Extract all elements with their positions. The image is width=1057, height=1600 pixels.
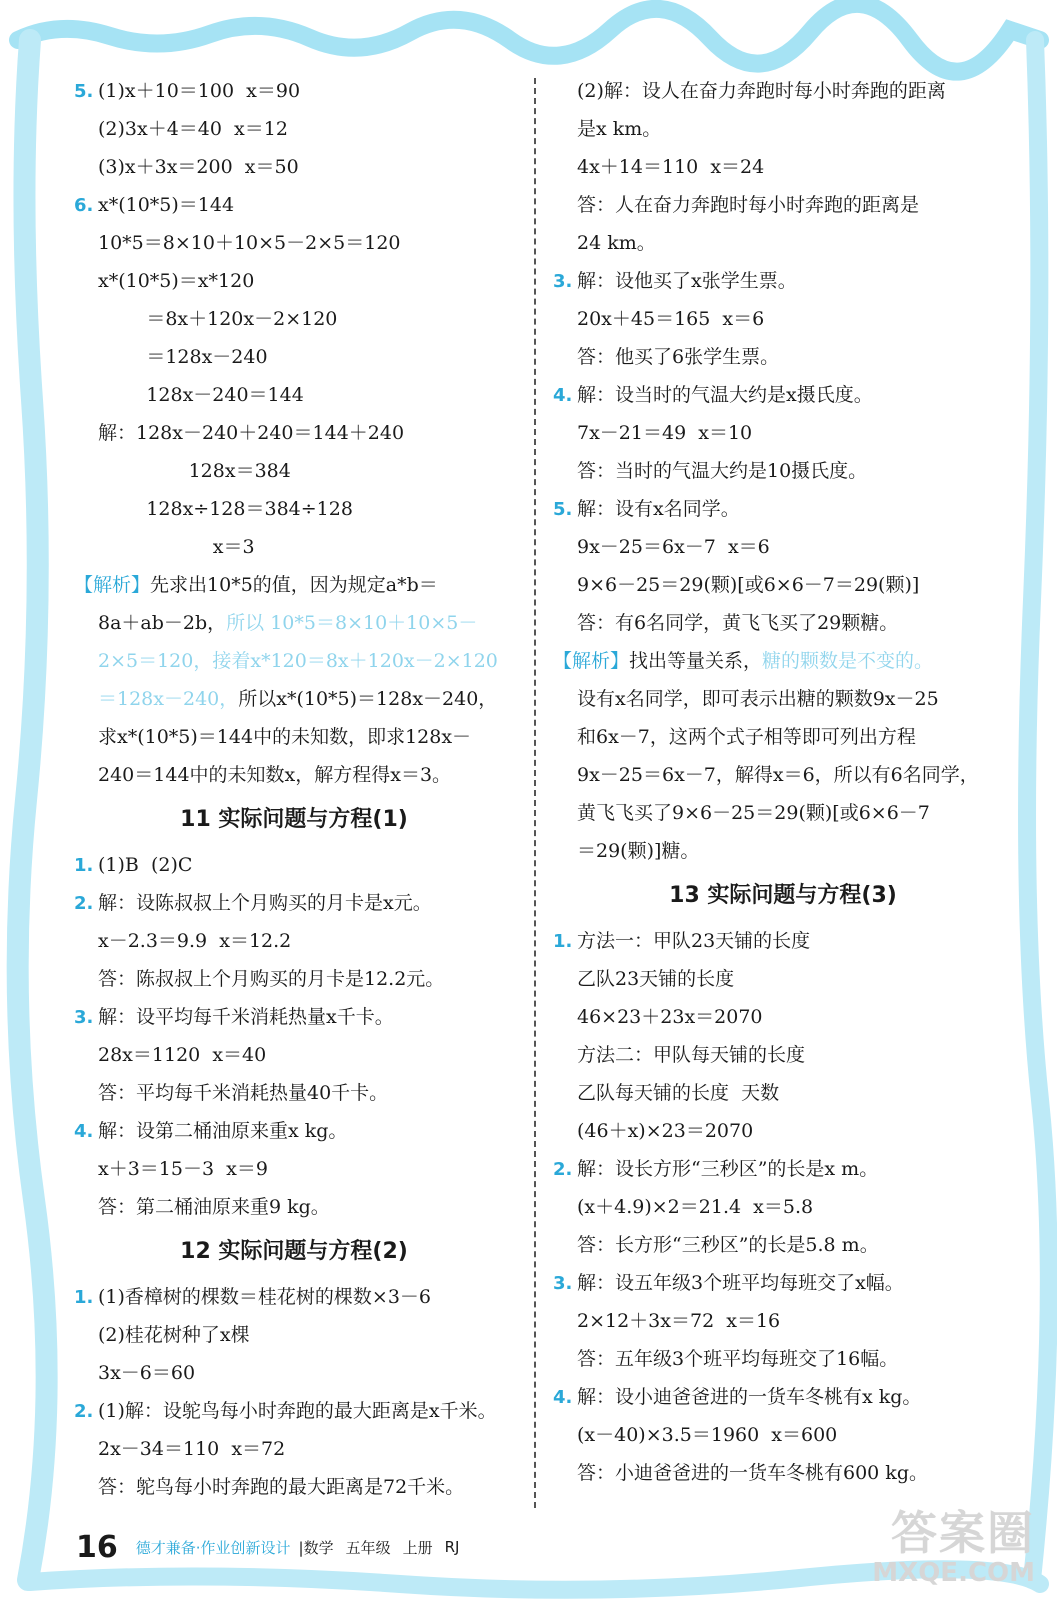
line-text: 8a＋ab－2b， <box>98 612 227 634</box>
answer-line <box>74 680 514 718</box>
line-text: x＋3＝15－3 x＝9 <box>98 1158 268 1180</box>
line-text: 24 km。 <box>577 232 656 254</box>
answer-line <box>553 756 1013 794</box>
line-text: 9x－25＝6x－7，解得x＝6，所以有6名同学， <box>577 764 979 786</box>
line-text: 46×23＋23x＝2070 <box>577 1006 763 1028</box>
line-text: 找出等量关系， <box>629 650 763 672</box>
answer-line <box>553 1340 1013 1378</box>
question-number: 3. <box>553 271 573 292</box>
line-text: 乙队23天铺的长度 <box>577 968 735 990</box>
line-text: 解：128x－240＋240＝144＋240 <box>98 422 405 444</box>
answer-line <box>553 566 1013 604</box>
answer-line <box>74 1150 514 1188</box>
analysis-tag: 【解析】 <box>74 574 151 596</box>
answer-line <box>553 1226 1013 1264</box>
line-text: 答：人在奋力奔跑时每小时奔跑的距离是 <box>577 194 920 216</box>
answer-line <box>553 414 1013 452</box>
line-text: (x－40)×3.5＝1960 x＝600 <box>577 1424 838 1446</box>
line-text: 解：设他买了x张学生票。 <box>577 270 797 292</box>
question-number: 3. <box>553 1273 573 1294</box>
answer-item <box>74 846 514 884</box>
line-text: ＝128x－240 <box>98 346 268 368</box>
answer-line <box>74 604 514 642</box>
page-footer <box>76 1527 471 1567</box>
line-text: 128x÷128＝384÷128 <box>98 498 353 520</box>
answer-line <box>553 1188 1013 1226</box>
answer-line <box>553 604 1013 642</box>
line-text: 和6x－7，这两个式子相等即可列出方程 <box>577 726 916 748</box>
page-number: 16 <box>76 1529 118 1565</box>
line-text: 答：当时的气温大约是10摄氏度。 <box>577 460 868 482</box>
line-text: x*(10*5)＝x*120 <box>98 270 255 292</box>
line-text: 所以x*(10*5)＝128x－240， <box>238 688 498 710</box>
answer-line <box>553 186 1013 224</box>
question-number: 4. <box>553 385 573 406</box>
line-text: 128x＝384 <box>98 460 291 482</box>
question-number: 4. <box>74 1121 94 1142</box>
column-divider <box>534 78 536 1508</box>
line-text: 答：五年级3个班平均每班交了16幅。 <box>577 1348 899 1370</box>
answer-line <box>74 1354 514 1392</box>
line-text: x*(10*5)＝144 <box>98 194 235 216</box>
question-number: 4. <box>553 1387 573 1408</box>
answer-line <box>74 338 514 376</box>
line-text: (3)x＋3x＝200 x＝50 <box>98 156 299 178</box>
answer-line <box>553 832 1013 870</box>
section-heading: 13 实际问题与方程(3) <box>669 883 897 908</box>
question-number: 5. <box>74 81 94 102</box>
question-number: 1. <box>74 855 94 876</box>
subject-label: |数学 <box>298 1538 334 1557</box>
line-text: ＝29(颗)]糖。 <box>577 840 700 862</box>
line-text: 答：有6名同学，黄飞飞买了29颗糖。 <box>577 612 899 634</box>
answer-item <box>74 998 514 1036</box>
line-text: (1)x＋10＝100 x＝90 <box>98 80 301 102</box>
answer-line <box>74 376 514 414</box>
answer-line <box>74 110 514 148</box>
highlighted-text: 2×5＝120，接着x*120＝8x＋120x－2×120 <box>98 650 498 672</box>
question-number: 2. <box>74 893 94 914</box>
answer-line <box>553 1112 1013 1150</box>
answer-line <box>553 1302 1013 1340</box>
question-number: 6. <box>74 195 94 216</box>
line-text: 答：他买了6张学生票。 <box>577 346 780 368</box>
line-text: 2×12＋3x＝72 x＝16 <box>577 1310 781 1332</box>
line-text: 解：设五年级3个班平均每班交了x幅。 <box>577 1272 904 1294</box>
answer-line <box>74 452 514 490</box>
line-text: 方法一：甲队23天铺的长度 <box>577 930 811 952</box>
line-text: x＝3 <box>98 536 255 558</box>
line-text: 3x－6＝60 <box>98 1362 196 1384</box>
answer-line <box>74 528 514 566</box>
answer-line <box>553 1454 1013 1492</box>
question-number: 5. <box>553 499 573 520</box>
line-text: (46＋x)×23＝2070 <box>577 1120 754 1142</box>
line-text: 先求出10*5的值，因为规定a*b＝ <box>150 574 438 596</box>
edition-label: RJ <box>444 1538 460 1556</box>
highlighted-text: 糖的颗数是不变的。 <box>762 650 934 672</box>
answer-line <box>74 414 514 452</box>
answer-line <box>553 794 1013 832</box>
answer-item <box>74 1278 514 1316</box>
answer-line <box>74 718 514 756</box>
answer-item <box>553 922 1013 960</box>
answer-line <box>74 148 514 186</box>
line-text: 28x＝1120 x＝40 <box>98 1044 267 1066</box>
answer-line <box>74 1468 514 1506</box>
answer-line <box>553 998 1013 1036</box>
line-text: 答：长方形“三秒区”的长是5.8 m。 <box>577 1234 879 1256</box>
line-text: ＝8x＋120x－2×120 <box>98 308 338 330</box>
answer-line <box>553 1074 1013 1112</box>
answer-item <box>74 1392 514 1430</box>
line-text: 7x－21＝49 x＝10 <box>577 422 753 444</box>
answer-item <box>553 376 1013 414</box>
answer-line <box>74 1316 514 1354</box>
line-text: 设有x名同学，即可表示出糖的颗数9x－25 <box>577 688 939 710</box>
line-text: 解：设长方形“三秒区”的长是x m。 <box>577 1158 879 1180</box>
line-text: 答：小迪爸爸进的一货车冬桃有600 kg。 <box>577 1462 928 1484</box>
line-text: 是x km。 <box>577 118 662 140</box>
answer-line <box>74 262 514 300</box>
grade-label: 五年级 <box>345 1538 391 1557</box>
answer-line <box>74 490 514 528</box>
answer-line <box>74 300 514 338</box>
answer-line <box>74 1036 514 1074</box>
answer-line <box>553 224 1013 262</box>
answer-line <box>553 528 1013 566</box>
line-text: (1)香樟树的棵数＝桂花树的棵数×3－6 <box>98 1286 432 1308</box>
answer-item <box>553 1378 1013 1416</box>
line-text: (2)解：设人在奋力奔跑时每小时奔跑的距离 <box>577 80 946 102</box>
answer-line <box>553 1416 1013 1454</box>
line-text: 9x－25＝6x－7 x＝6 <box>577 536 770 558</box>
line-text: 解：设平均每千米消耗热量x千卡。 <box>98 1006 394 1028</box>
section-heading: 12 实际问题与方程(2) <box>180 1239 408 1264</box>
question-number: 1. <box>553 931 573 952</box>
line-text: 答：鸵鸟每小时奔跑的最大距离是72千米。 <box>98 1476 465 1498</box>
line-text: 240＝144中的未知数x，解方程得x＝3。 <box>98 764 452 786</box>
line-text: 20x＋45＝165 x＝6 <box>577 308 765 330</box>
answer-line <box>553 452 1013 490</box>
section-heading: 11 实际问题与方程(1) <box>180 807 408 832</box>
highlighted-text: 所以 10*5＝8×10＋10×5－ <box>226 612 478 634</box>
line-text: 答：平均每千米消耗热量40千卡。 <box>98 1082 389 1104</box>
line-text: 4x＋14＝110 x＝24 <box>577 156 765 178</box>
line-text: (1)解：设鸵鸟每小时奔跑的最大距离是x千米。 <box>98 1400 497 1422</box>
answer-item <box>74 186 514 224</box>
volume-label: 上册 <box>402 1538 433 1557</box>
line-text: 解：设陈叔叔上个月购买的月卡是x元。 <box>98 892 432 914</box>
line-text: 求x*(10*5)＝144中的未知数，即求128x－ <box>98 726 472 748</box>
question-number: 3. <box>74 1007 94 1028</box>
line-text: 解：设当时的气温大约是x摄氏度。 <box>577 384 873 406</box>
analysis-line <box>553 642 1013 680</box>
answer-item <box>553 490 1013 528</box>
answer-line <box>553 110 1013 148</box>
answer-line <box>74 224 514 262</box>
question-number: 2. <box>74 1401 94 1422</box>
answer-line <box>553 148 1013 186</box>
left-column <box>74 72 514 1506</box>
watermark-logo: 答案圈 <box>891 1506 1035 1560</box>
watermark <box>872 1508 1035 1588</box>
line-text: 答：陈叔叔上个月购买的月卡是12.2元。 <box>98 968 445 990</box>
answer-line <box>74 1188 514 1226</box>
answer-item <box>74 884 514 922</box>
line-text: 2x－34＝110 x＝72 <box>98 1438 286 1460</box>
analysis-tag: 【解析】 <box>553 650 630 672</box>
answer-line <box>553 300 1013 338</box>
line-text: (2)3x＋4＝40 x＝12 <box>98 118 288 140</box>
answer-line <box>553 72 1013 110</box>
line-text: 乙队每天铺的长度 天数 <box>577 1082 780 1104</box>
line-text: x－2.3＝9.9 x＝12.2 <box>98 930 292 952</box>
answer-item <box>553 262 1013 300</box>
line-text: 解：设第二桶油原来重x kg。 <box>98 1120 348 1142</box>
book-brand: 德才兼备·作业创新设计 <box>135 1538 291 1557</box>
line-text: (1)B (2)C <box>98 854 193 876</box>
answer-line <box>553 960 1013 998</box>
answer-line <box>74 922 514 960</box>
answer-item <box>74 1112 514 1150</box>
question-number: 1. <box>74 1287 94 1308</box>
line-text: (x＋4.9)×2＝21.4 x＝5.8 <box>577 1196 814 1218</box>
answer-item <box>74 72 514 110</box>
line-text: 答：第二桶油原来重9 kg。 <box>98 1196 330 1218</box>
answer-line <box>553 338 1013 376</box>
line-text: 10*5＝8×10＋10×5－2×5＝120 <box>98 232 401 254</box>
watermark-url: MXQE.COM <box>872 1558 1035 1588</box>
line-text: 方法二：甲队每天铺的长度 <box>577 1044 806 1066</box>
line-text: 解：设小迪爸爸进的一货车冬桃有x kg。 <box>577 1386 922 1408</box>
answer-line <box>74 1430 514 1468</box>
highlighted-text: ＝128x－240， <box>98 688 239 710</box>
line-text: 9×6－25＝29(颗)[或6×6－7＝29(颗)] <box>577 574 920 596</box>
question-number: 2. <box>553 1159 573 1180</box>
answer-line <box>74 756 514 794</box>
answer-line <box>553 680 1013 718</box>
line-text: 128x－240＝144 <box>98 384 304 406</box>
answer-line <box>74 960 514 998</box>
answer-line <box>553 718 1013 756</box>
line-text: 黄飞飞买了9×6－25＝29(颗)[或6×6－7 <box>577 802 930 824</box>
right-column <box>553 72 1013 1492</box>
answer-line <box>74 1074 514 1112</box>
line-text: 解：设有x名同学。 <box>577 498 740 520</box>
answer-line <box>553 1036 1013 1074</box>
answer-item <box>553 1264 1013 1302</box>
line-text: (2)桂花树种了x棵 <box>98 1324 250 1346</box>
answer-item <box>553 1150 1013 1188</box>
analysis-line <box>74 566 514 604</box>
answer-line <box>74 642 514 680</box>
